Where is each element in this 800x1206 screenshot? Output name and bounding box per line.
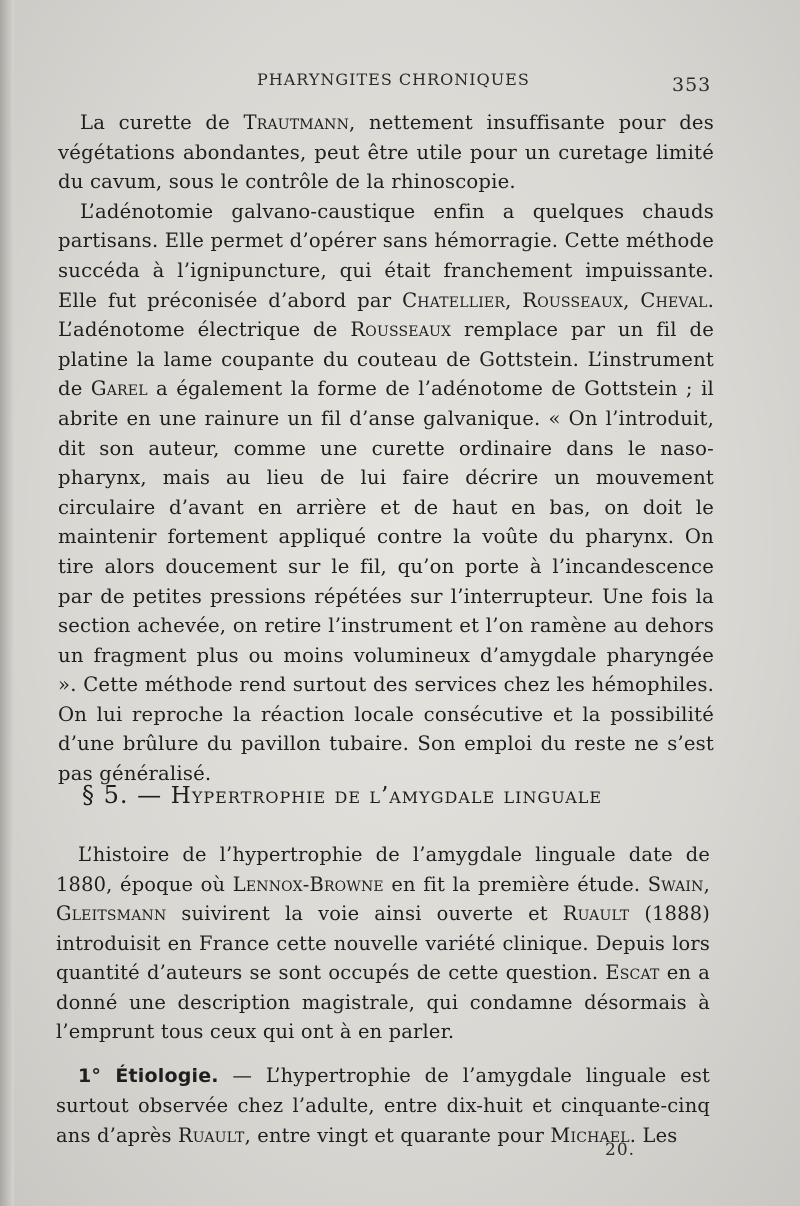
section-title: Hypertrophie de l’amygdale linguale [170,783,603,809]
text-run: , [505,288,523,312]
text-run: , entre vingt et quarante pour [244,1123,551,1147]
text-run: suivirent la voie ainsi ouverte et [166,902,563,925]
text-run: . Les [629,1123,678,1147]
author-name: Lennox-Browne [232,872,384,896]
author-name: Michael [550,1123,630,1147]
author-name: Gleitsmann [56,902,167,925]
paragraph [58,197,714,789]
text-run: , [623,288,641,312]
body-text-top [58,108,714,789]
author-name: Cheval [640,288,708,312]
text-run: en a donné une description magistrale, qui condamne désormais à l’emprunt tous ceux qui ont à en parler. [56,961,711,1043]
running-title: PHARYNGITES CHRONIQUES [257,70,530,89]
text-run: en fit la première étude. [383,872,648,896]
signature-mark: 20. [605,1140,636,1160]
text-run: — L’hypertrophie de l’amygdale linguale est surtout observée chez l’adulte, entre dix-huit et cinquante-cinq ans d’après [56,1063,710,1147]
text-run: remplace par un fil de platine la lame coupante du couteau de Gottstein. L’instrument de [58,318,714,401]
author-name: Garel [90,377,148,401]
section-heading [82,781,722,809]
author-name: Chatellier [402,288,506,312]
running-header [0,70,800,98]
text-run: , [703,872,710,896]
author-name: Ruault [177,1123,245,1147]
author-name: Rousseaux [522,288,624,312]
paragraph [58,108,714,197]
text-run: (1888) introduisit en France cette nouvelle variété clinique. Depuis lors quantité d’auteurs se sont occupés de cette question. [56,902,710,984]
author-name: Rousseaux [350,318,452,342]
author-name: Trautmann [243,111,350,134]
text-run: La curette de [80,111,244,134]
text-run: , nettement insuffisante pour des végétations abondantes, peut être utile pour un curetage limité du cavum, sous le contrôle de la rhinoscopie. [58,111,714,194]
section-number: § 5. — [82,781,163,809]
paragraph [56,1061,710,1151]
author-name: Swain [647,872,704,896]
page-edge-shadow [0,0,14,1206]
paragraph [56,840,710,1047]
author-name: Escat [605,961,660,984]
body-text-bottom [56,840,710,1150]
subsection-heading: 1° Étiologie. [78,1064,219,1087]
page-number: 353 [672,74,712,96]
text-run: a également la forme de l’adénotome de Gottstein ; il abrite en une rainure un fil d’anse galvanique. « On l’introduit, dit son auteur, comme une curette ordinaire dans le naso-pharynx, mais au lieu de lui faire décrire un mouvement circulaire d’avant en arrière et de haut en bas, on doit le maintenir fortement appliqué contre la voûte du pharynx. On tire alors doucement sur le fil, qu’on porte à l’incandescence par de petites pressions répétées sur l’interrupteur. Une fois la section achevée, on retire l’instrument et l’on ramène au dehors un fragment plus ou moins volumineux d’amygdale pharyngée ». Cette méthode rend surtout des services chez les hémophiles. On lui reproche la réaction locale consécutive et la possibilité d’une brûlure du pavillon tubaire. Son emploi du reste ne s’est pas généralisé. [58,377,714,786]
text-run: . L’adénotome électrique de [58,288,715,342]
text-run: L’histoire de l’hypertrophie de l’amygdale linguale date de 1880, époque où [56,843,710,896]
author-name: Ruault [562,902,630,925]
text-run: L’adénotomie galvano-caustique enfin a quelques chauds partisans. Elle permet d’opérer sans hémorragie. Cette méthode succéda à l’ignipuncture, qui était franchement impuissante. Elle fut préconisée d’abord par [58,199,714,312]
